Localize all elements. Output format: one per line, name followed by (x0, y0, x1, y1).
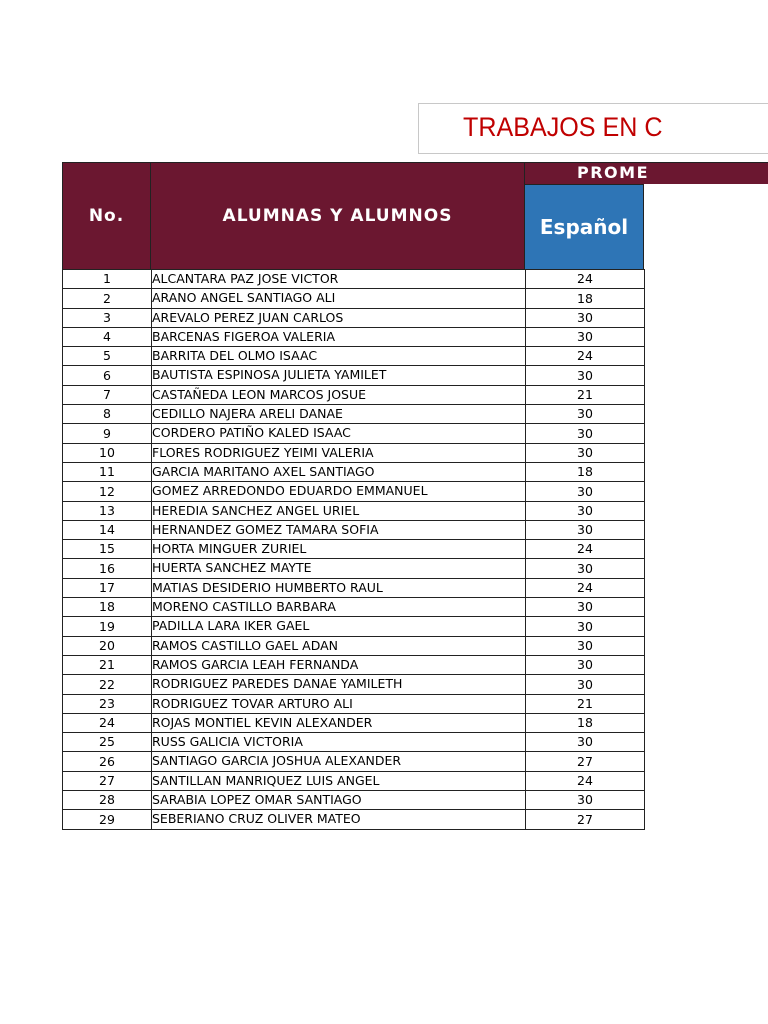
table-row (63, 424, 645, 443)
student-name-cell[interactable]: PADILLA LARA IKER GAEL (152, 617, 526, 636)
espanol-score-cell[interactable]: 30 (526, 501, 645, 520)
row-number-cell[interactable]: 14 (63, 520, 152, 539)
header-students[interactable]: ALUMNAS Y ALUMNOS (150, 162, 525, 270)
header-number[interactable]: No. (62, 162, 151, 270)
student-table-body (63, 270, 645, 830)
espanol-score-cell[interactable]: 30 (526, 405, 645, 424)
espanol-score-cell[interactable]: 27 (526, 810, 645, 829)
espanol-score-cell[interactable]: 30 (526, 617, 645, 636)
table-row (63, 733, 645, 752)
row-number-cell[interactable]: 23 (63, 694, 152, 713)
row-number-cell[interactable]: 16 (63, 559, 152, 578)
student-name-cell[interactable]: MORENO CASTILLO BARBARA (152, 598, 526, 617)
row-number-cell[interactable]: 12 (63, 482, 152, 501)
student-name-cell[interactable]: RAMOS GARCIA LEAH FERNANDA (152, 655, 526, 674)
row-number-cell[interactable]: 2 (63, 289, 152, 308)
espanol-score-cell[interactable]: 30 (526, 636, 645, 655)
row-number-cell[interactable]: 24 (63, 713, 152, 732)
table-row (63, 675, 645, 694)
table-row (63, 443, 645, 462)
espanol-score-cell[interactable]: 21 (526, 385, 645, 404)
student-name-cell[interactable]: RODRIGUEZ PAREDES DANAE YAMILETH (152, 675, 526, 694)
espanol-score-cell[interactable]: 30 (526, 327, 645, 346)
row-number-cell[interactable]: 5 (63, 347, 152, 366)
espanol-score-cell[interactable]: 18 (526, 713, 645, 732)
row-number-cell[interactable]: 18 (63, 598, 152, 617)
table-row (63, 347, 645, 366)
student-name-cell[interactable]: ALCANTARA PAZ JOSE VICTOR (152, 270, 526, 289)
espanol-score-cell[interactable]: 30 (526, 791, 645, 810)
table-row (63, 308, 645, 327)
row-number-cell[interactable]: 9 (63, 424, 152, 443)
table-row (63, 771, 645, 790)
table-row (63, 540, 645, 559)
row-number-cell[interactable]: 27 (63, 771, 152, 790)
table-row (63, 655, 645, 674)
table-row (63, 713, 645, 732)
espanol-score-cell[interactable]: 24 (526, 771, 645, 790)
table-row (63, 482, 645, 501)
espanol-score-cell[interactable]: 30 (526, 733, 645, 752)
row-number-cell[interactable]: 6 (63, 366, 152, 385)
espanol-score-cell[interactable]: 30 (526, 559, 645, 578)
espanol-score-cell[interactable]: 30 (526, 520, 645, 539)
table-row (63, 289, 645, 308)
student-name-cell[interactable]: BAUTISTA ESPINOSA JULIETA YAMILET (152, 366, 526, 385)
espanol-score-cell[interactable]: 18 (526, 462, 645, 481)
header-subject-espanol[interactable]: Español (524, 184, 644, 270)
row-number-cell[interactable]: 22 (63, 675, 152, 694)
espanol-score-cell[interactable]: 30 (526, 366, 645, 385)
table-row (63, 636, 645, 655)
row-number-cell[interactable]: 11 (63, 462, 152, 481)
table-row (63, 598, 645, 617)
table-row (63, 617, 645, 636)
espanol-score-cell[interactable]: 24 (526, 347, 645, 366)
row-number-cell[interactable]: 20 (63, 636, 152, 655)
table-row (63, 270, 645, 289)
student-name-cell[interactable]: ARANO ANGEL SANTIAGO ALI (152, 289, 526, 308)
student-name-cell[interactable]: RODRIGUEZ TOVAR ARTURO ALI (152, 694, 526, 713)
table-row (63, 501, 645, 520)
row-number-cell[interactable]: 17 (63, 578, 152, 597)
espanol-score-cell[interactable]: 24 (526, 270, 645, 289)
student-name-cell[interactable]: SANTIAGO GARCIA JOSHUA ALEXANDER (152, 752, 526, 771)
table-row (63, 366, 645, 385)
espanol-score-cell[interactable]: 30 (526, 424, 645, 443)
student-name-cell[interactable]: SANTILLAN MANRIQUEZ LUIS ANGEL (152, 771, 526, 790)
student-name-cell[interactable]: ROJAS MONTIEL KEVIN ALEXANDER (152, 713, 526, 732)
student-name-cell[interactable]: HUERTA SANCHEZ MAYTE (152, 559, 526, 578)
espanol-score-cell[interactable]: 21 (526, 694, 645, 713)
table-row (63, 559, 645, 578)
student-name-cell[interactable]: CASTAÑEDA LEON MARCOS JOSUE (152, 385, 526, 404)
row-number-cell[interactable]: 19 (63, 617, 152, 636)
espanol-score-cell[interactable]: 18 (526, 289, 645, 308)
header-group-label: PROME (577, 163, 649, 182)
table-row (63, 752, 645, 771)
espanol-score-cell[interactable]: 24 (526, 578, 645, 597)
student-name-cell[interactable]: HEREDIA SANCHEZ ANGEL URIEL (152, 501, 526, 520)
table-row (63, 578, 645, 597)
student-name-cell[interactable]: HERNANDEZ GOMEZ TAMARA SOFIA (152, 520, 526, 539)
row-number-cell[interactable]: 8 (63, 405, 152, 424)
row-number-cell[interactable]: 28 (63, 791, 152, 810)
row-number-cell[interactable]: 13 (63, 501, 152, 520)
row-number-cell[interactable]: 4 (63, 327, 152, 346)
espanol-score-cell[interactable]: 24 (526, 540, 645, 559)
espanol-score-cell[interactable]: 27 (526, 752, 645, 771)
student-name-cell[interactable]: RUSS GALICIA VICTORIA (152, 733, 526, 752)
student-name-cell[interactable]: FLORES RODRIGUEZ YEIMI VALERIA (152, 443, 526, 462)
student-name-cell[interactable]: BARRITA DEL OLMO ISAAC (152, 347, 526, 366)
espanol-score-cell[interactable]: 30 (526, 675, 645, 694)
header-group-cell[interactable] (524, 162, 768, 184)
table-row (63, 520, 645, 539)
espanol-score-cell[interactable]: 30 (526, 598, 645, 617)
table-row (63, 405, 645, 424)
student-name-cell[interactable]: RAMOS CASTILLO GAEL ADAN (152, 636, 526, 655)
row-number-cell[interactable]: 7 (63, 385, 152, 404)
espanol-score-cell[interactable]: 30 (526, 655, 645, 674)
student-name-cell[interactable]: SARABIA LOPEZ OMAR SANTIAGO (152, 791, 526, 810)
student-name-cell[interactable]: GOMEZ ARREDONDO EDUARDO EMMANUEL (152, 482, 526, 501)
row-number-cell[interactable]: 29 (63, 810, 152, 829)
student-name-cell[interactable]: MATIAS DESIDERIO HUMBERTO RAUL (152, 578, 526, 597)
table-row (63, 810, 645, 829)
table-row (63, 694, 645, 713)
student-name-cell[interactable]: AREVALO PEREZ JUAN CARLOS (152, 308, 526, 327)
sheet-title: TRABAJOS EN C (463, 112, 663, 142)
espanol-score-cell[interactable]: 30 (526, 308, 645, 327)
table-row (63, 462, 645, 481)
row-number-cell[interactable]: 1 (63, 270, 152, 289)
student-table (62, 269, 645, 830)
espanol-score-cell[interactable]: 30 (526, 443, 645, 462)
row-number-cell[interactable]: 26 (63, 752, 152, 771)
espanol-score-cell[interactable]: 30 (526, 482, 645, 501)
student-name-cell[interactable]: SEBERIANO CRUZ OLIVER MATEO (152, 810, 526, 829)
table-row (63, 327, 645, 346)
student-name-cell[interactable]: CEDILLO NAJERA ARELI DANAE (152, 405, 526, 424)
row-number-cell[interactable]: 10 (63, 443, 152, 462)
row-number-cell[interactable]: 15 (63, 540, 152, 559)
row-number-cell[interactable]: 21 (63, 655, 152, 674)
student-name-cell[interactable]: BARCENAS FIGEROA VALERIA (152, 327, 526, 346)
row-number-cell[interactable]: 25 (63, 733, 152, 752)
student-name-cell[interactable]: GARCIA MARITANO AXEL SANTIAGO (152, 462, 526, 481)
student-name-cell[interactable]: CORDERO PATIÑO KALED ISAAC (152, 424, 526, 443)
row-number-cell[interactable]: 3 (63, 308, 152, 327)
table-row (63, 791, 645, 810)
table-row (63, 385, 645, 404)
student-name-cell[interactable]: HORTA MINGUER ZURIEL (152, 540, 526, 559)
title-cell[interactable] (418, 103, 768, 154)
